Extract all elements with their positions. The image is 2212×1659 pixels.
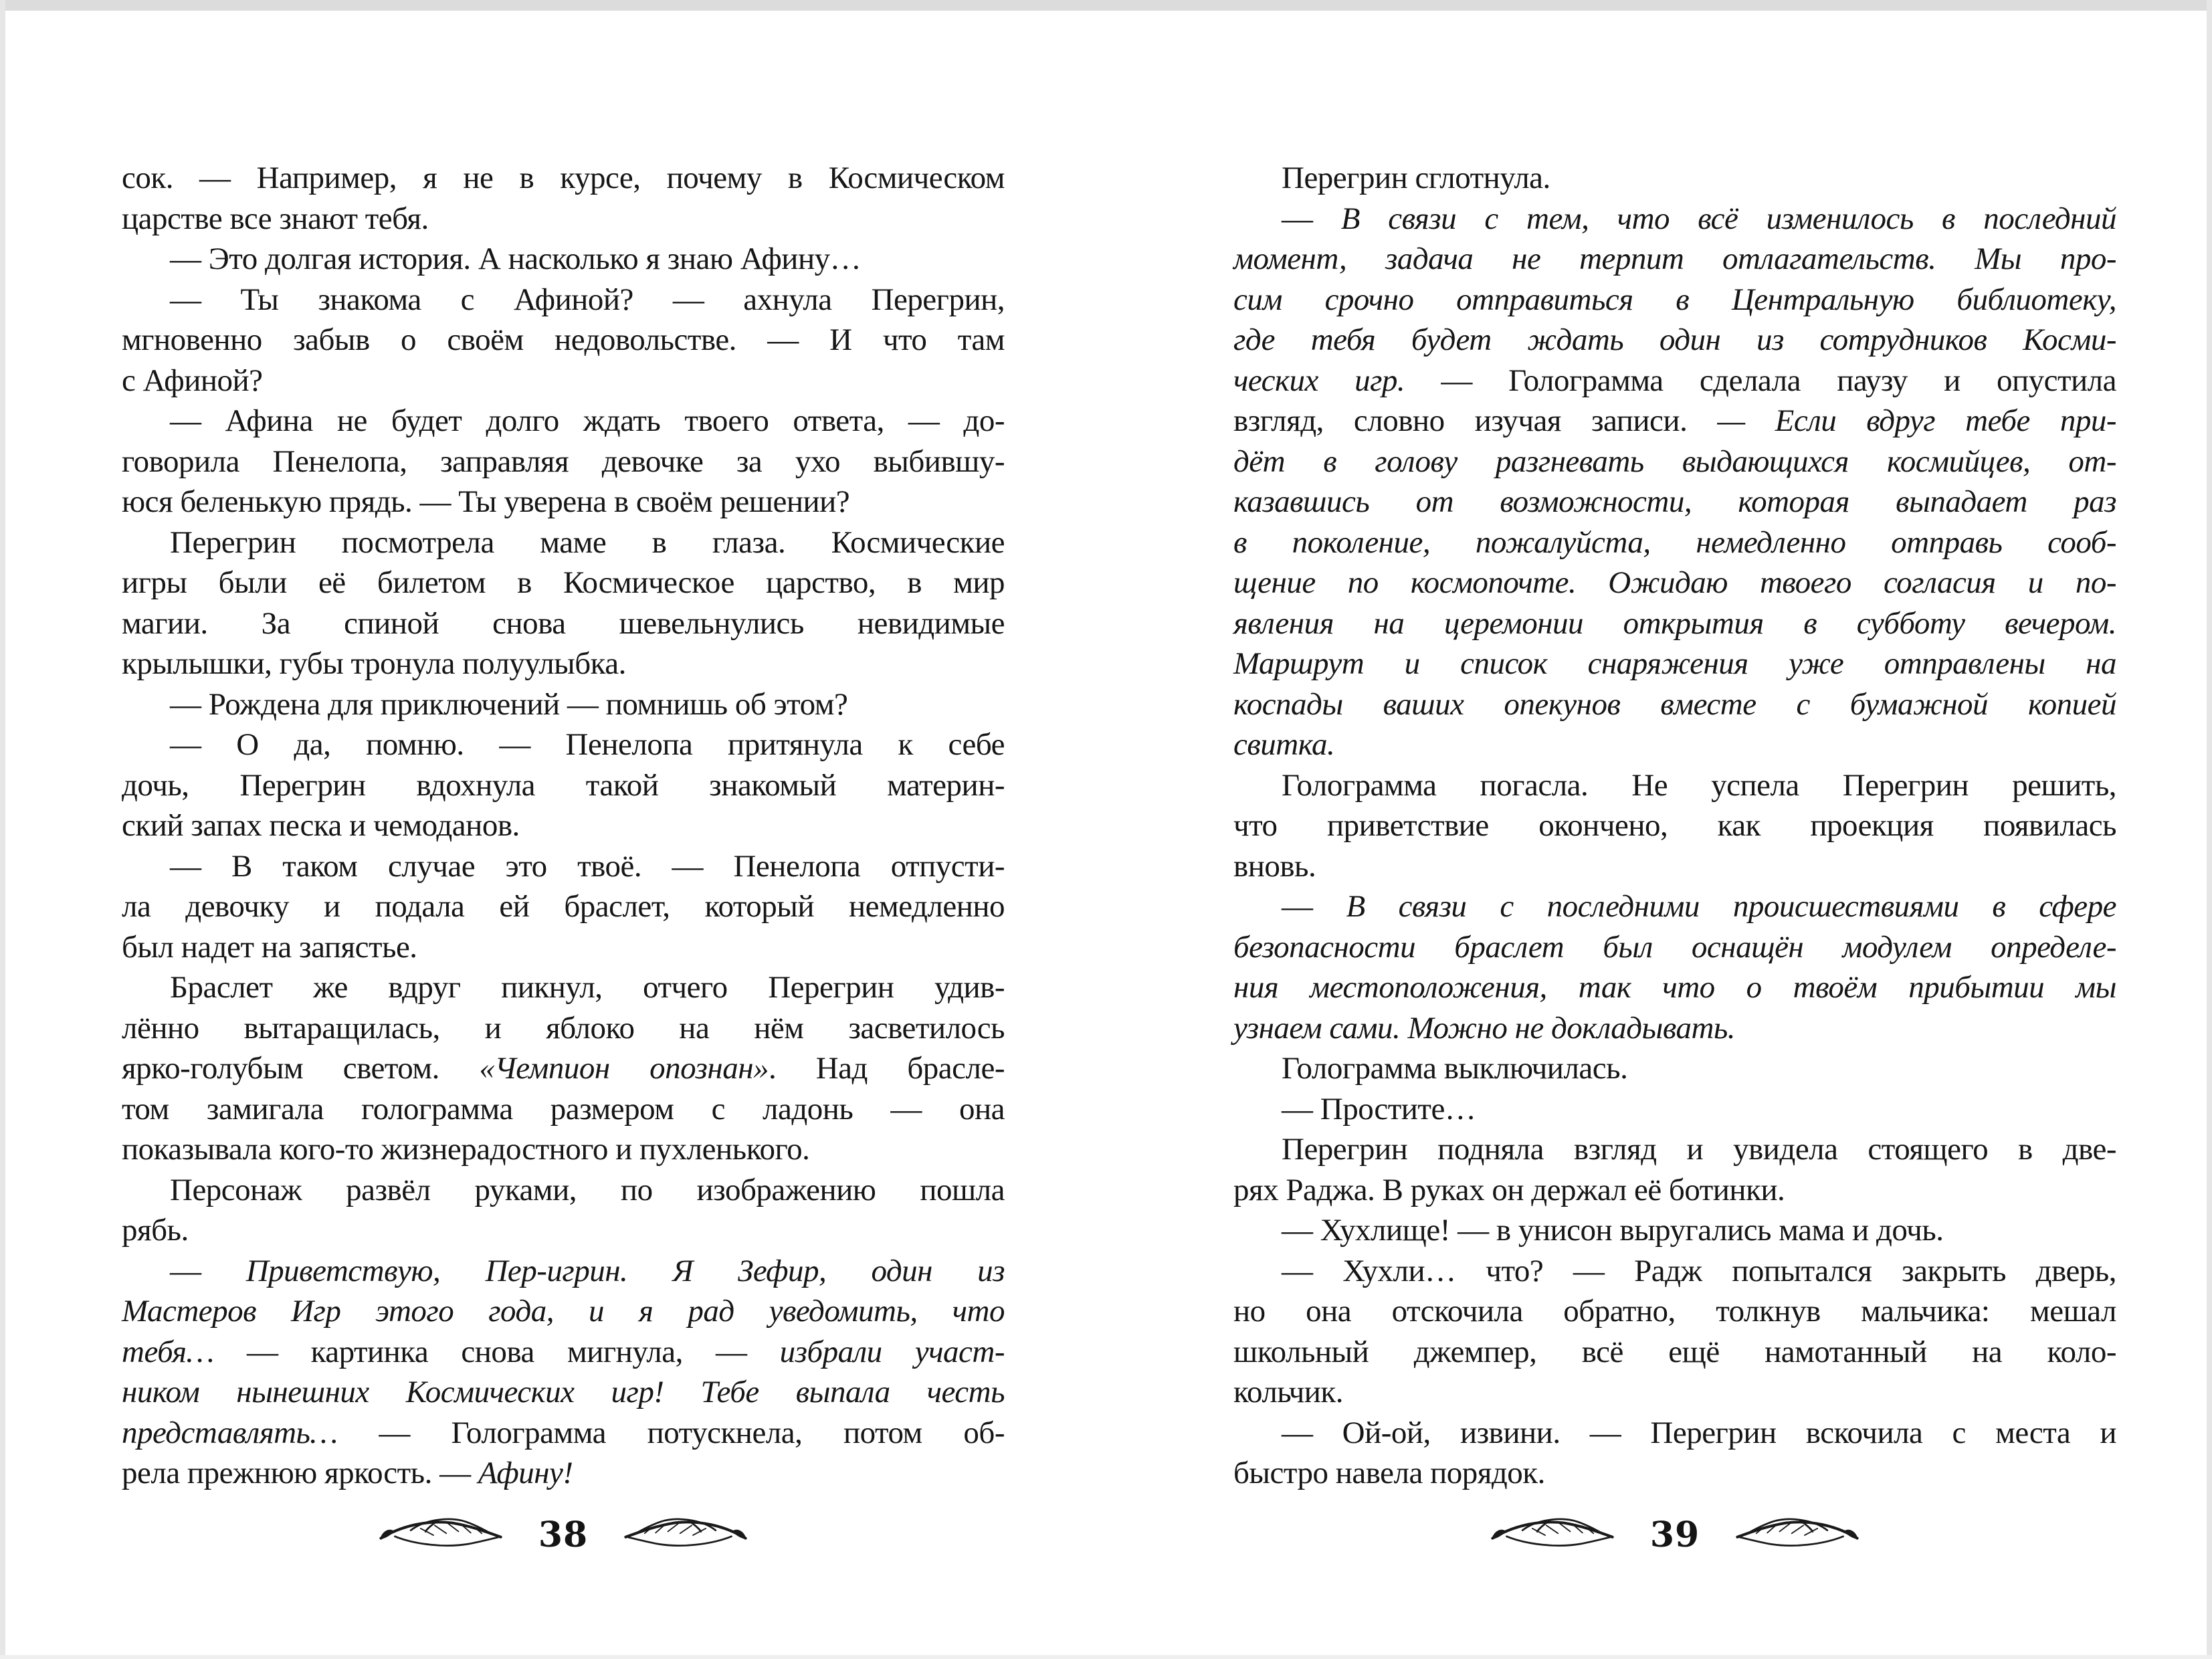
text-line — [122, 320, 1005, 361]
leaf-ornament-icon — [1728, 1513, 1867, 1556]
italic-text-segment: момент, задача не терпит отлагательств. Мы про- — [1233, 241, 2116, 276]
text-line — [1233, 199, 2116, 239]
text-segment: говорила Пенелопа, заправляя девочке за ухо выбившу- — [122, 444, 1005, 479]
text-segment: магии. За спиной снова шевельнулись невидимые — [122, 605, 1005, 641]
text-segment: Перегрин посмотрела маме в глаза. Космические — [170, 524, 1005, 560]
scan-edge-bottom — [0, 1655, 2212, 1659]
text-line — [122, 401, 1005, 442]
text-segment: ярко-голубым светом. — [122, 1051, 480, 1086]
italic-text-segment: Мастеров Игр этого года, и я рад уведомить, что — [122, 1294, 1005, 1329]
text-segment: быстро навела порядок. — [1233, 1456, 1545, 1490]
leaf-ornament-icon — [1483, 1513, 1622, 1556]
italic-text-segment: ческих игр. — [1233, 363, 1441, 398]
text-segment: юся беленькую прядь. — Ты уверена в своём решении? — [122, 484, 850, 519]
text-line — [122, 199, 1005, 239]
leaf-ornament-icon — [616, 1513, 755, 1556]
text-line — [1233, 1251, 2116, 1292]
text-segment: — Афина не будет долго ждать твоего ответа, — до- — [170, 403, 1005, 438]
text-line — [122, 280, 1005, 320]
text-segment: — Хухлище! — в унисон выругались мама и дочь. — [1282, 1213, 1944, 1248]
text-line — [1233, 1210, 2116, 1251]
italic-text-segment: казавшись от возможности, которая выпадает раз — [1233, 484, 2116, 519]
text-line — [1233, 684, 2116, 725]
italic-text-segment: свитка. — [1233, 727, 1335, 762]
text-line — [122, 1210, 1005, 1251]
text-line — [1233, 280, 2116, 320]
text-line — [1233, 239, 2116, 280]
text-segment: ла девочку и подала ей браслет, который немедленно — [122, 889, 1005, 924]
italic-text-segment: узнаем сами. Можно не докладывать. — [1233, 1010, 1736, 1046]
text-line — [1233, 1170, 2116, 1211]
text-segment: том замигала голограмма размером с ладонь — она — [122, 1091, 1005, 1127]
text-segment: рябь. — [122, 1213, 189, 1248]
text-segment: но она отскочила обратно, толкнув мальчика: мешал — [1233, 1294, 2116, 1329]
text-line — [1233, 1453, 2116, 1494]
text-line — [1233, 361, 2116, 401]
text-line — [1233, 603, 2116, 644]
text-line — [122, 563, 1005, 603]
text-line — [1233, 158, 2116, 199]
text-line — [122, 967, 1005, 1008]
text-segment: — О да, помню. — Пенелопа притянула к себе — [170, 727, 1005, 762]
text-line — [1233, 1332, 2116, 1373]
italic-text-segment: представлять… — [122, 1415, 379, 1450]
page-left-footer — [122, 1513, 1005, 1556]
italic-text-segment: в поколение, пожалуйста, немедленно отправь сооб- — [1233, 524, 2116, 560]
text-line — [1233, 967, 2116, 1008]
text-segment: был надет на запястье. — [122, 929, 417, 965]
text-line — [1233, 1129, 2116, 1170]
text-segment: Браслет же вдруг пикнул, отчего Перегрин удив- — [170, 970, 1005, 1005]
text-line — [1233, 1372, 2116, 1413]
text-segment: Перегрин сглотнула. — [1282, 161, 1550, 195]
text-line — [1233, 805, 2116, 846]
text-line — [1233, 644, 2116, 684]
text-line — [122, 482, 1005, 522]
text-line — [122, 1048, 1005, 1089]
text-segment: дочь, Перегрин вдохнула такой знакомый материн- — [122, 767, 1005, 803]
text-segment: — Это долгая история. А насколько я знаю Афину… — [170, 241, 862, 276]
text-segment: взгляд, словно изучая записи. — [1233, 403, 1718, 438]
text-segment: — Голограмма сделала паузу и опустила — [1441, 363, 2116, 398]
italic-text-segment: ником нынешних Космических игр! Тебе выпала честь — [122, 1375, 1005, 1409]
text-line — [1233, 442, 2116, 482]
text-line — [122, 1372, 1005, 1413]
text-line — [122, 1453, 1005, 1494]
text-line — [1233, 886, 2116, 927]
text-segment: — Простите… — [1282, 1091, 1476, 1127]
text-line — [1233, 846, 2116, 887]
text-segment: кольчик. — [1233, 1375, 1344, 1409]
text-line — [122, 927, 1005, 968]
scan-edge-left — [0, 0, 5, 1659]
italic-text-segment: В связи с тем, что всё изменилось в последний — [1340, 201, 2116, 236]
text-line — [122, 765, 1005, 806]
italic-text-segment: дёт в голову разгневать выдающихся космийцев, от- — [1233, 444, 2116, 479]
text-line — [122, 805, 1005, 846]
scan-edge-right — [2207, 0, 2212, 1659]
text-line — [1233, 320, 2116, 361]
page-left-text — [122, 158, 1005, 1494]
text-line — [1233, 563, 2116, 603]
text-segment: царстве все знают тебя. — [122, 201, 429, 236]
text-segment: — — [1282, 201, 1341, 236]
text-segment: — В таком случае это твоё. — Пенелопа отпусти- — [170, 848, 1005, 884]
text-line — [1233, 1048, 2116, 1089]
italic-text-segment: где тебя будет ждать один из сотрудников Косми- — [1233, 322, 2116, 357]
italic-text-segment: тебя… — [122, 1334, 247, 1369]
text-line — [122, 1170, 1005, 1211]
text-segment: — Рождена для приключений — помнишь об этом? — [170, 686, 848, 722]
italic-text-segment: Приветствую, Пер-игрин. Я Зефир, один из — [245, 1253, 1005, 1288]
text-segment: показывала кого-то жизнерадостного и пухленького. — [122, 1132, 810, 1167]
italic-text-segment: — Если вдруг тебе при- — [1717, 403, 2116, 438]
page-number-left: 38 — [538, 1514, 589, 1555]
text-line — [1233, 1291, 2116, 1332]
scan-edge-top — [0, 0, 2212, 11]
text-segment: — Хухли… что? — Радж попытался закрыть дверь, — [1282, 1253, 2116, 1288]
text-line — [122, 158, 1005, 199]
text-segment: — — [1282, 889, 1346, 924]
text-segment: ский запах песка и чемоданов. — [122, 808, 520, 843]
italic-text-segment: Маршрут и список снаряжения уже отправлены на — [1233, 646, 2116, 681]
italic-text-segment: явления на церемонии открытия в субботу вечером. — [1233, 605, 2116, 641]
text-line — [122, 603, 1005, 644]
text-line — [1233, 1089, 2116, 1130]
text-line — [122, 886, 1005, 927]
text-line — [122, 1089, 1005, 1130]
text-line — [1233, 724, 2116, 765]
page-right-footer — [1233, 1513, 2116, 1556]
page-right-text — [1233, 158, 2116, 1494]
text-segment: — Голограмма потускнела, потом об- — [379, 1415, 1005, 1450]
text-segment: сок. — Например, я не в курсе, почему в Космическом — [122, 161, 1005, 195]
text-segment: рях Раджа. В руках он держал её ботинки. — [1233, 1172, 1785, 1207]
text-line — [1233, 482, 2116, 522]
text-line — [1233, 1413, 2116, 1454]
italic-text-segment: Афину! — [478, 1456, 573, 1490]
italic-text-segment: избрали участ- — [779, 1334, 1005, 1369]
text-line — [122, 1332, 1005, 1373]
text-segment: крылышки, губы тронула полуулыбка. — [122, 646, 626, 681]
text-line — [1233, 765, 2116, 806]
text-line — [1233, 927, 2116, 968]
text-line — [122, 239, 1005, 280]
text-segment: . Над брасле- — [769, 1051, 1005, 1086]
text-segment: Голограмма выключилась. — [1282, 1051, 1628, 1086]
italic-text-segment: безопасности браслет был оснащён модулем определе- — [1233, 929, 2116, 965]
italic-text-segment: щение по космопочте. Ожидаю твоего согласия и по- — [1233, 565, 2116, 600]
italic-text-segment: ния местоположения, так что о твоём прибытии мы — [1233, 970, 2116, 1005]
text-line — [122, 522, 1005, 563]
text-line — [122, 846, 1005, 887]
text-line — [122, 361, 1005, 401]
italic-text-segment: сим срочно отправиться в Центральную библиотеку, — [1233, 282, 2116, 317]
text-line — [122, 644, 1005, 684]
text-line — [122, 1291, 1005, 1332]
italic-text-segment: коспады ваших опекунов вместе с бумажной копией — [1233, 686, 2116, 722]
text-segment: лённо вытаращилась, и яблоко на нём засветилось — [122, 1010, 1005, 1046]
text-line — [122, 1129, 1005, 1170]
text-line — [1233, 1008, 2116, 1049]
text-segment: Голограмма погасла. Не успела Перегрин решить, — [1282, 767, 2116, 803]
text-segment: с Афиной? — [122, 363, 263, 398]
text-line — [1233, 522, 2116, 563]
text-line — [122, 1251, 1005, 1292]
italic-text-segment: «Чемпион опознан» — [479, 1051, 769, 1086]
text-segment: — — [170, 1253, 246, 1288]
text-segment: Перегрин подняла взгляд и увидела стоящего в две- — [1282, 1132, 2116, 1167]
text-segment: вновь. — [1233, 848, 1316, 884]
text-segment: — картинка снова мигнула, — — [246, 1334, 780, 1369]
text-segment: игры были её билетом в Космическое царство, в мир — [122, 565, 1005, 600]
text-line — [122, 684, 1005, 725]
text-segment: школьный джемпер, всё ещё намотанный на коло- — [1233, 1334, 2116, 1369]
italic-text-segment: В связи с последними происшествиями в сфере — [1346, 889, 2117, 924]
text-segment: Персонаж развёл руками, по изображению пошла — [170, 1172, 1005, 1207]
text-line — [122, 442, 1005, 482]
text-segment: — Ой-ой, извини. — Перегрин вскочила с места и — [1282, 1415, 2116, 1450]
text-line — [122, 1413, 1005, 1454]
text-line — [122, 1008, 1005, 1049]
text-line — [1233, 401, 2116, 442]
text-segment: рела прежнюю яркость. — — [122, 1456, 478, 1490]
text-segment: что приветствие окончено, как проекция появилась — [1233, 808, 2116, 843]
text-segment: мгновенно забыв о своём недовольстве. — И что там — [122, 322, 1005, 357]
leaf-ornament-icon — [371, 1513, 510, 1556]
text-line — [122, 724, 1005, 765]
text-segment: — Ты знакома с Афиной? — ахнула Перегрин, — [170, 282, 1005, 317]
page-number-right: 39 — [1649, 1514, 1700, 1555]
